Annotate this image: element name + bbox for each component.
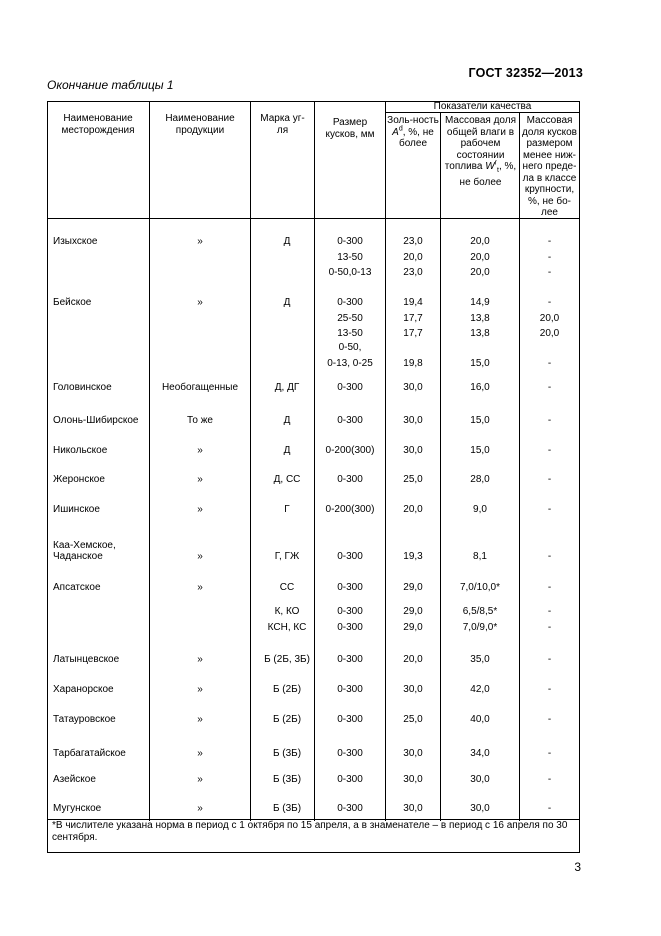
cell-moisture: 28,0	[470, 474, 490, 485]
cell-product: »	[197, 474, 203, 485]
cell-deposit: Татауровское	[53, 714, 116, 725]
cell-moisture: 35,0	[470, 654, 490, 665]
cell-fines: -	[547, 474, 552, 485]
footnote: *В числителе указана норма в период с 1 октября по 15 апреля, а в знаменателе – в период с 16 апреля по 30 сентября.	[52, 820, 568, 843]
cell-ash: 30,0	[403, 774, 423, 785]
cell-fines: -	[547, 774, 552, 785]
cell-ash: 23,0	[403, 267, 423, 278]
cell-grade: Г	[284, 504, 290, 515]
cell-moisture: 34,0	[470, 748, 490, 759]
page-number: 3	[574, 860, 581, 874]
cell-ash: 29,0	[403, 606, 423, 617]
cell-deposit: Никольское	[53, 445, 108, 456]
cell-ash: 29,0	[403, 582, 423, 593]
cell-deposit: Бейское	[53, 297, 92, 308]
cell-moisture: 14,9	[470, 297, 490, 308]
cell-fines: -	[547, 582, 552, 593]
cell-product: »	[197, 803, 203, 814]
cell-deposit: Жеронское	[53, 474, 105, 485]
cell-moisture: 6,5/8,5*	[462, 606, 498, 617]
header-grade: Марка уг-ля	[260, 113, 305, 136]
cell-fines: -	[547, 415, 552, 426]
cell-size: 0-300	[337, 582, 363, 593]
cell-fines: 20,0	[539, 328, 560, 339]
standard-code: ГОСТ 32352—2013	[468, 66, 583, 80]
cell-fines: 20,0	[539, 313, 560, 324]
cell-moisture: 9,0	[473, 504, 487, 515]
cell-moisture: 42,0	[470, 684, 490, 695]
cell-size: 13-50	[337, 252, 363, 263]
cell-grade: КСН, КС	[267, 622, 307, 633]
cell-size: 0-300	[337, 297, 363, 308]
cell-product: »	[197, 236, 203, 247]
cell-product: »	[197, 774, 203, 785]
cell-moisture: 15,0	[470, 415, 490, 426]
cell-fines: -	[547, 714, 552, 725]
cell-ash: 29,0	[403, 622, 423, 633]
cell-ash: 30,0	[403, 382, 423, 393]
cell-ash: 17,7	[403, 328, 423, 339]
cell-grade: Д	[283, 236, 291, 247]
cell-deposit: Изыхское	[53, 236, 98, 247]
cell-deposit: Мугунское	[53, 803, 102, 814]
header-size: Размер кусков, мм	[325, 117, 375, 140]
cell-moisture: 15,0	[470, 445, 490, 456]
cell-deposit: Латынцевское	[53, 654, 120, 665]
cell-size: 0-50,0-13	[328, 267, 372, 278]
cell-product: »	[197, 551, 203, 562]
cell-ash: 23,0	[403, 236, 423, 247]
cell-deposit: Харанорское	[53, 684, 114, 695]
cell-deposit: Олонь-Шибирское	[53, 415, 139, 426]
cell-product: »	[197, 714, 203, 725]
cell-grade: Д, СС	[273, 474, 301, 485]
cell-ash: 25,0	[403, 714, 423, 725]
cell-size: 0-300	[337, 415, 363, 426]
cell-grade: Б (3Б)	[272, 748, 302, 759]
cell-size: 25-50	[337, 313, 363, 324]
cell-grade: К, КО	[274, 606, 300, 617]
cell-moisture: 13,8	[470, 313, 490, 324]
cell-ash: 30,0	[403, 445, 423, 456]
cell-grade: Б (3Б)	[272, 803, 302, 814]
cell-moisture: 13,8	[470, 328, 490, 339]
cell-moisture: 30,0	[470, 774, 490, 785]
cell-grade: Б (3Б)	[272, 774, 302, 785]
cell-fines: -	[547, 748, 552, 759]
header-ash	[386, 115, 440, 150]
cell-product: »	[197, 297, 203, 308]
cell-moisture: 20,0	[470, 267, 490, 278]
cell-deposit: Тарбагатайское	[53, 748, 126, 759]
cell-moisture: 8,1	[473, 551, 487, 562]
cell-grade: Д	[283, 415, 291, 426]
cell-deposit: Азейское	[53, 774, 96, 785]
cell-product: То же	[187, 415, 213, 426]
cell-fines: -	[547, 606, 552, 617]
cell-ash: 19,8	[403, 358, 423, 369]
cell-moisture: 7,0/9,0*	[462, 622, 498, 633]
cell-size: 0-300	[337, 606, 363, 617]
cell-moisture: 30,0	[470, 803, 490, 814]
header-quality-group: Показатели качества	[433, 101, 532, 112]
cell-ash: 30,0	[403, 684, 423, 695]
cell-ash: 19,3	[403, 551, 423, 562]
cell-moisture: 20,0	[470, 252, 490, 263]
cell-moisture: 15,0	[470, 358, 490, 369]
cell-moisture: 40,0	[470, 714, 490, 725]
header-fines: Массовая доля кусков размером менее ниж-него преде-ла в классе крупности, %, не бо-лее	[522, 115, 577, 218]
cell-deposit: Апсатское	[53, 582, 101, 593]
cell-product: »	[197, 748, 203, 759]
cell-size: 0-300	[337, 622, 363, 633]
cell-ash: 20,0	[403, 252, 423, 263]
cell-fines: -	[547, 267, 552, 278]
table-caption: Окончание таблицы 1	[47, 78, 174, 92]
cell-product: Необогащенные	[161, 382, 239, 393]
cell-size: 13-50	[337, 328, 363, 339]
cell-size: 0-300	[337, 236, 363, 247]
col-divider	[149, 101, 150, 821]
cell-size: 0-200(300)	[325, 504, 375, 515]
cell-grade: СС	[279, 582, 295, 593]
cell-size: 0-300	[337, 684, 363, 695]
header-product: Наименование продукции	[165, 113, 235, 136]
header-deposit: Наименование месторождения	[61, 113, 135, 136]
cell-fines: -	[547, 252, 552, 263]
header-bottom-line	[47, 218, 579, 219]
cell-grade: Б (2Б, 3Б)	[264, 654, 310, 665]
cell-ash: 20,0	[403, 504, 423, 515]
cell-fines: -	[547, 504, 552, 515]
cell-ash: 20,0	[403, 654, 423, 665]
cell-size: 0-300	[337, 551, 363, 562]
cell-size: 0-13, 0-25	[327, 358, 373, 369]
cell-fines: -	[547, 445, 552, 456]
cell-product: »	[197, 582, 203, 593]
cell-grade: Б (2Б)	[272, 684, 302, 695]
cell-grade: Г, ГЖ	[274, 551, 300, 562]
cell-size: 0-300	[337, 714, 363, 725]
cell-size: 0-300	[337, 774, 363, 785]
cell-product: »	[197, 445, 203, 456]
col-divider	[385, 101, 386, 821]
cell-product: »	[197, 504, 203, 515]
cell-fines: -	[547, 236, 552, 247]
cell-fines: -	[547, 654, 552, 665]
cell-size: 0-300	[337, 654, 363, 665]
header-ash-text: Золь-ность $A^d$, %, не более	[387, 115, 439, 149]
cell-fines: -	[547, 358, 552, 369]
cell-deposit: Каа-Хемское,	[53, 540, 116, 551]
cell-product: »	[197, 684, 203, 695]
cell-fines: -	[547, 297, 552, 308]
cell-fines: -	[547, 382, 552, 393]
cell-ash: 30,0	[403, 415, 423, 426]
col-divider	[250, 101, 251, 821]
cell-deposit: Ишинское	[53, 504, 100, 515]
cell-size: 0-200(300)	[325, 445, 375, 456]
cell-fines: -	[547, 622, 552, 633]
cell-moisture: 20,0	[470, 236, 490, 247]
cell-fines: -	[547, 684, 552, 695]
cell-deposit: Чаданское	[53, 551, 103, 562]
cell-ash: 19,4	[403, 297, 423, 308]
cell-fines: -	[547, 803, 552, 814]
cell-ash: 25,0	[403, 474, 423, 485]
cell-grade: Б (2Б)	[272, 714, 302, 725]
cell-deposit: Головинское	[53, 382, 112, 393]
cell-grade: Д	[283, 297, 291, 308]
cell-size: 0-300	[337, 748, 363, 759]
cell-moisture: 16,0	[470, 382, 490, 393]
cell-ash: 30,0	[403, 803, 423, 814]
cell-size: 0-50,	[338, 342, 362, 353]
cell-fines: -	[547, 551, 552, 562]
header-moisture: Массовая доля общей влаги в рабочем состоянии топлива $W^r_t$, %, не более	[444, 115, 517, 188]
cell-ash: 30,0	[403, 748, 423, 759]
cell-moisture: 7,0/10,0*	[459, 582, 501, 593]
cell-grade: Д	[283, 445, 291, 456]
col-divider	[314, 101, 315, 821]
cell-product: »	[197, 654, 203, 665]
cell-size: 0-300	[337, 474, 363, 485]
cell-size: 0-300	[337, 382, 363, 393]
cell-ash: 17,7	[403, 313, 423, 324]
cell-grade: Д, ДГ	[274, 382, 300, 393]
cell-size: 0-300	[337, 803, 363, 814]
